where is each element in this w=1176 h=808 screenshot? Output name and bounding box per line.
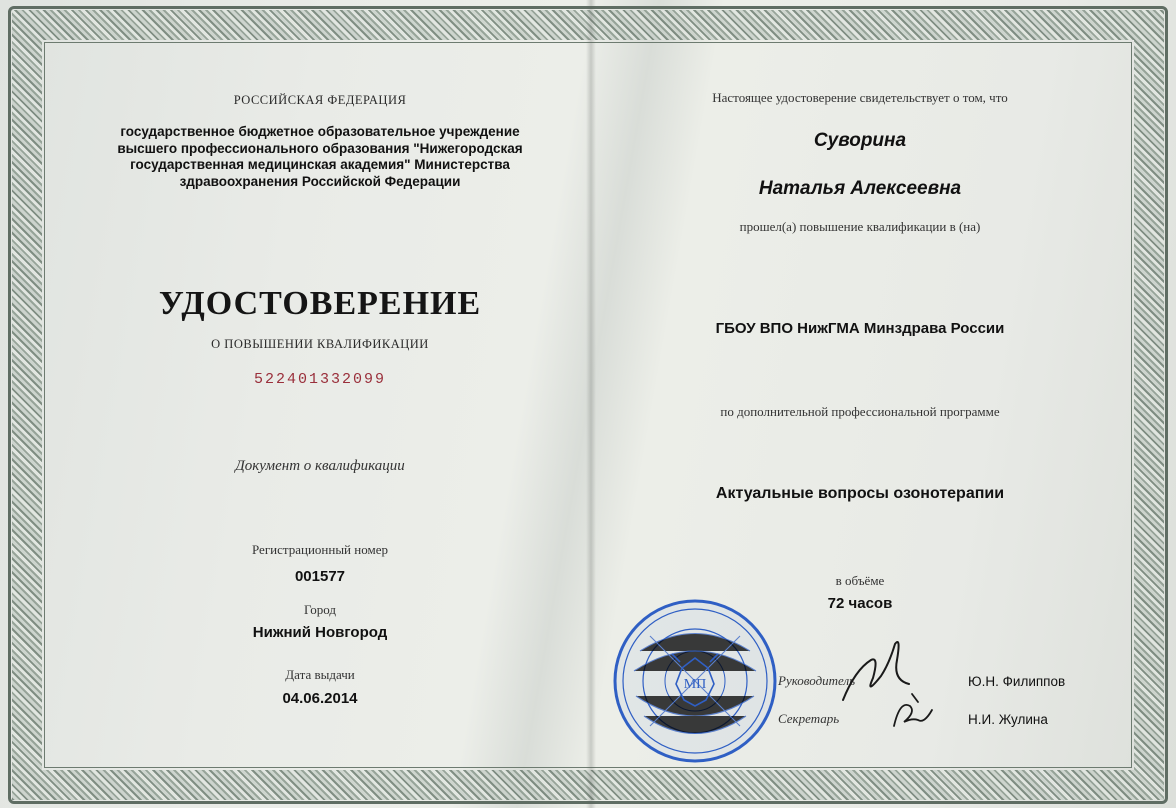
- institution-name: государственное бюджетное образовательное учреждение высшего профессионального образования "Нижегородская государственная медицинская академия" Министерства здравоохранения Российской Федерации: [117, 124, 523, 189]
- left-page: [60, 0, 580, 808]
- issue-date-label: Дата выдачи: [285, 667, 355, 682]
- organization: ГБОУ ВПО НижГМА Минздрава России: [715, 320, 1005, 337]
- country-heading: РОССИЙСКАЯ ФЕДЕРАЦИЯ: [233, 93, 407, 107]
- serial-number: 522401332099: [253, 371, 387, 388]
- secretary-signature: [888, 690, 938, 734]
- reg-number: 001577: [294, 568, 346, 585]
- document-type: Документ о квалификации: [235, 458, 405, 474]
- stamp-mark: МП: [683, 677, 707, 692]
- official-stamp: [610, 596, 780, 766]
- city-label: Город: [303, 602, 337, 617]
- page-fold: [586, 0, 596, 808]
- secretary-name: Н.И. Жулина: [968, 712, 1048, 727]
- head-label: Руководитель: [778, 673, 856, 688]
- reg-number-label: Регистрационный номер: [252, 542, 388, 557]
- document-subtitle: О ПОВЫШЕНИИ КВАЛИФИКАЦИИ: [211, 337, 429, 351]
- head-name: Ю.Н. Филиппов: [968, 674, 1066, 689]
- issue-date: 04.06.2014: [282, 690, 358, 707]
- program-name: Актуальные вопросы озонотерапии: [715, 485, 1005, 502]
- intro-text: Настоящее удостоверение свидетельствует о том, что: [712, 90, 1008, 105]
- city: Нижний Новгород: [252, 624, 388, 641]
- document-title: УДОСТОВЕРЕНИЕ: [158, 285, 482, 322]
- volume-hours: 72 часов: [827, 595, 893, 612]
- holder-name: Наталья Алексеевна: [758, 178, 962, 199]
- holder-surname: Суворина: [813, 130, 907, 151]
- volume-label: в объёме: [835, 573, 885, 588]
- secretary-label: Секретарь: [778, 711, 840, 726]
- passed-text: прошел(а) повышение квалификации в (на): [739, 219, 981, 234]
- program-label: по дополнительной профессиональной программе: [720, 404, 1000, 419]
